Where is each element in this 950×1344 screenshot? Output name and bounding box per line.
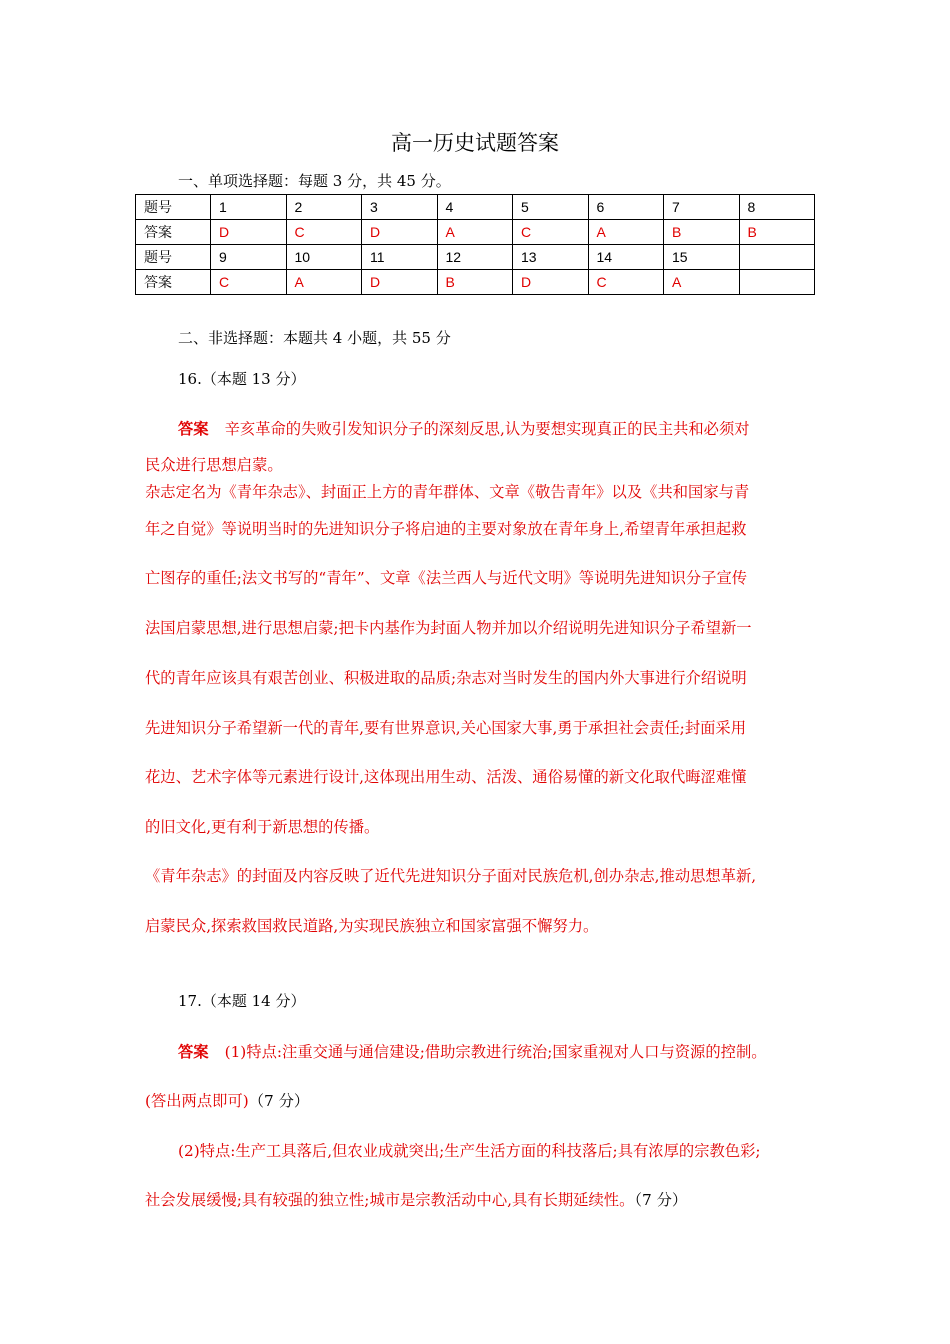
q16-line-11: 启蒙民众,探索救国救民道路,为实现民族独立和国家富强不懈努力。 xyxy=(145,917,599,935)
answer-row xyxy=(136,220,815,245)
q16-line-5: 法国启蒙思想,进行思想启蒙;把卡内基作为封面人物并加以介绍说明先进知识分子希望新一 xyxy=(145,619,752,637)
q17-answer-line xyxy=(178,1040,767,1062)
question-number-cell: 1 xyxy=(211,195,287,220)
question-number-cell: 15 xyxy=(664,245,740,270)
q16-line-9: 的旧文化,更有利于新思想的传播。 xyxy=(145,818,380,836)
question-number-cell: 14 xyxy=(588,245,664,270)
q17-answer-label: 答案 xyxy=(178,1043,209,1061)
question-number-cell: 9 xyxy=(211,245,287,270)
q17-line2: (答出两点即可) xyxy=(145,1092,249,1110)
q17-line4: 社会发展缓慢;具有较强的独立性;城市是宗教活动中心,具有长期延续性。 xyxy=(145,1191,635,1209)
number-row-label: 题号 xyxy=(136,195,211,220)
number-row xyxy=(136,245,815,270)
q17-line3: (2)特点:生产工具落后,但农业成就突出;生产生活方面的科技落后;具有浓厚的宗教色彩; xyxy=(178,1142,761,1160)
q16-line-10: 《青年杂志》的封面及内容反映了近代先进知识分子面对民族危机,创办杂志,推动思想革新, xyxy=(145,867,757,885)
q16-line-1: 民众进行思想启蒙。 xyxy=(145,456,283,474)
answer-row-label: 答案 xyxy=(136,270,211,295)
answer-table xyxy=(135,194,815,295)
answer-cell: A xyxy=(664,270,740,295)
number-row-label: 题号 xyxy=(136,245,211,270)
question-number-cell xyxy=(739,245,815,270)
section1-heading: 一、单项选择题：每题 3 分，共 45 分。 xyxy=(178,172,451,190)
q16-line-2: 杂志定名为《青年杂志》、封面正上方的青年群体、文章《敬告青年》以及《共和国家与青 xyxy=(145,483,750,501)
question-number-cell: 7 xyxy=(664,195,740,220)
q16-answer-line xyxy=(178,417,750,439)
question-number-cell: 12 xyxy=(437,245,513,270)
question-number-cell: 8 xyxy=(739,195,815,220)
question-number-cell: 13 xyxy=(513,245,589,270)
answer-cell: D xyxy=(513,270,589,295)
answer-cell: B xyxy=(739,220,815,245)
answer-cell xyxy=(739,270,815,295)
q16-answer-label: 答案 xyxy=(178,420,209,438)
answer-cell: C xyxy=(211,270,287,295)
answer-cell: C xyxy=(513,220,589,245)
question-number-cell: 4 xyxy=(437,195,513,220)
answer-cell: D xyxy=(362,270,438,295)
question-number-cell: 3 xyxy=(362,195,438,220)
question-number-cell: 11 xyxy=(362,245,438,270)
answer-cell: A xyxy=(286,270,362,295)
q17-line4-score: （7 分） xyxy=(634,1191,688,1209)
answer-cell: D xyxy=(362,220,438,245)
q16-line-0: 辛亥革命的失败引发知识分子的深刻反思,认为要想实现真正的民主共和必须对 xyxy=(224,420,750,438)
q16-line-7: 先进知识分子希望新一代的青年,要有世界意识,关心国家大事,勇于承担社会责任;封面采用 xyxy=(145,719,747,737)
answer-row xyxy=(136,270,815,295)
answer-cell: C xyxy=(588,270,664,295)
q16-line-6: 代的青年应该具有艰苦创业、积极进取的品质;杂志对当时发生的国内外大事进行介绍说明 xyxy=(145,669,747,687)
q17-heading: 17.（本题 14 分） xyxy=(178,992,306,1010)
question-number-cell: 6 xyxy=(588,195,664,220)
answer-cell: B xyxy=(664,220,740,245)
q16-line-3: 年之自觉》等说明当时的先进知识分子将启迪的主要对象放在青年身上,希望青年承担起救 xyxy=(145,520,747,538)
question-number-cell: 5 xyxy=(513,195,589,220)
answer-cell: C xyxy=(286,220,362,245)
answer-cell: A xyxy=(437,220,513,245)
q17-line4-wrap xyxy=(145,1188,687,1210)
q16-line-4: 亡图存的重任;法文书写的“青年”、文章《法兰西人与近代文明》等说明先进知识分子宣传 xyxy=(145,569,748,587)
answer-row-label: 答案 xyxy=(136,220,211,245)
answer-cell: D xyxy=(211,220,287,245)
q17-line1: (1)特点:注重交通与通信建设;借助宗教进行统治;国家重视对人口与资源的控制。 xyxy=(224,1043,767,1061)
number-row xyxy=(136,195,815,220)
q17-line2-score: （7 分） xyxy=(248,1092,310,1110)
answer-cell: A xyxy=(588,220,664,245)
q16-heading: 16.（本题 13 分） xyxy=(178,370,306,388)
section2-heading: 二、非选择题：本题共 4 小题，共 55 分 xyxy=(178,329,451,347)
q16-line-8: 花边、艺术字体等元素进行设计,这体现出用生动、活泼、通俗易懂的新文化取代晦涩难懂 xyxy=(145,768,747,786)
answer-cell: B xyxy=(437,270,513,295)
question-number-cell: 2 xyxy=(286,195,362,220)
q17-line2-wrap xyxy=(145,1089,309,1111)
page-title: 高一历史试题答案 xyxy=(391,131,559,155)
question-number-cell: 10 xyxy=(286,245,362,270)
